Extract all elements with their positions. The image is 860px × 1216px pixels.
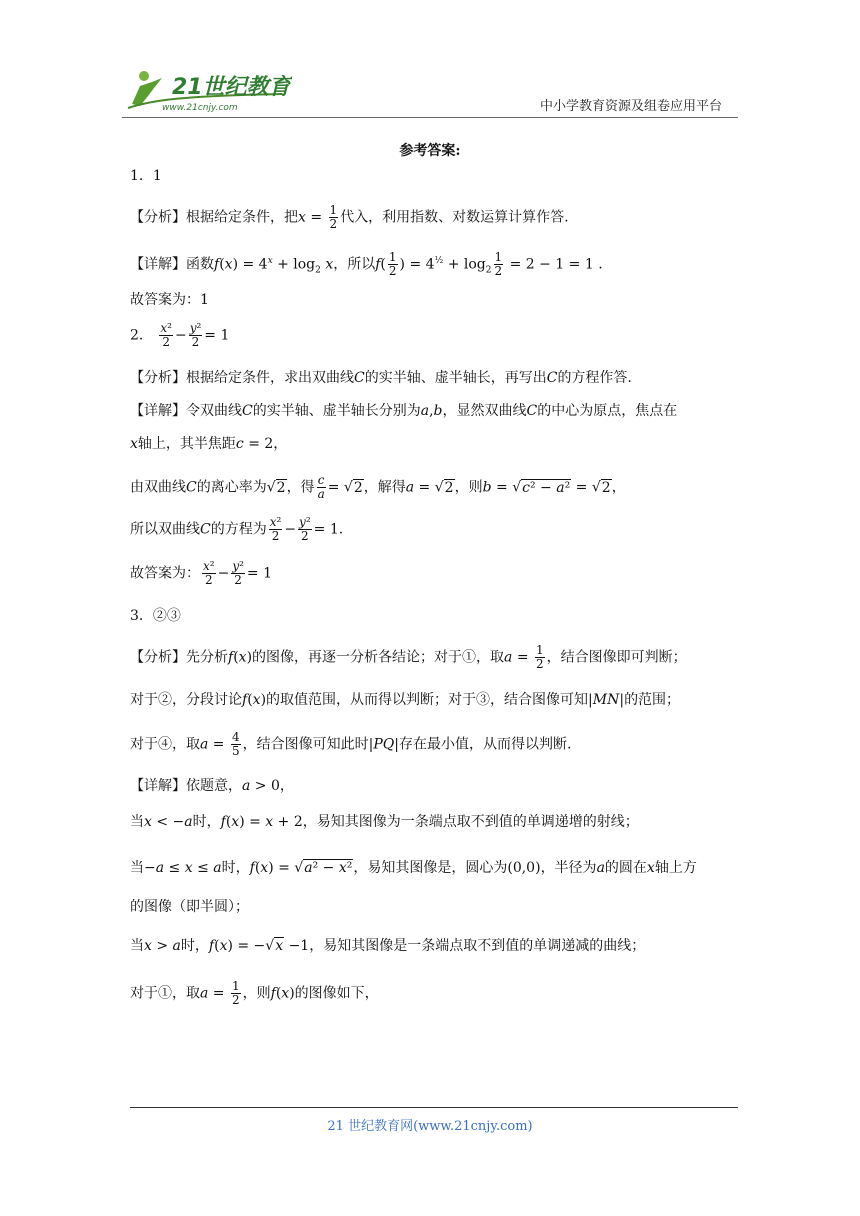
q3-analysis-1: 【分析】先分析f(x)的图像，再逐一分析各结论；对于①，取a = $\frac{1}{2}$ ，结合图像即可判断；: [130, 643, 687, 671]
q3-detail-3: 当−a ≤ x ≤ a时，f(x) = √a² − x²，易知其图像是，圆心为(0,0)，半径为a的圆在x轴上方: [130, 860, 697, 876]
footer-link[interactable]: 21 世纪教育网(www.21cnjy.com): [327, 1119, 533, 1134]
q2-detail-1: 【详解】令双曲线C的实半轴、虚半轴长分别为a,b，显然双曲线C的中心为原点，焦点在: [130, 403, 678, 419]
q3-answer: 3．②③: [130, 608, 181, 624]
q1-answer: 1．1: [130, 168, 162, 184]
svg-text:21世纪教育: 21世纪教育: [172, 75, 291, 100]
page-title: 参考答案:: [399, 143, 461, 159]
q3-detail-6: 对于①，取a = $\frac{1}{2}$ ，则f(x)的图像如下，: [130, 979, 379, 1007]
q1-conclusion: 故答案为：1: [130, 292, 209, 308]
q2-detail-2: x轴上，其半焦距c = 2，: [130, 436, 288, 452]
q2-detail-3: 由双曲线C的离心率为√2，得 $\frac{c}{a}$ = √2，解得a = √2，则b = √c² − a² = √2，: [130, 473, 626, 501]
q3-detail-2: 当x < −a时，f(x) = x + 2，易知其图像为一条端点取不到值的单调递增的射线；: [130, 814, 639, 830]
logo: [122, 66, 292, 116]
q1-analysis: 【分析】根据给定条件，把x = $\frac{1}{2}$ 代入，利用指数、对数运算计算作答.: [130, 203, 569, 231]
svg-text:www.21cnjy.com: www.21cnjy.com: [162, 103, 238, 113]
q1-detail: 【详解】函数$f(x) = 4^x + \log_2 x$，所以f( $\frac{1}{2}$ ) = $4^{\frac{1}{2}} + \log_2$ $\frac{1}{2}$ = 2 − 1 = 1 .: [130, 250, 603, 279]
q2-detail-4: 所以双曲线C的方程为 $\frac{\text{x²}}{2}$ − $\frac{\text{y²}}{2}$ = 1.: [130, 515, 344, 543]
q3-detail-4: 的图像（即半圆）；: [130, 899, 249, 915]
q2-answer: 2． $\frac{\text{x²}}{2}$ − $\frac{\text{y²}}{2}$ = 1: [130, 321, 230, 349]
q3-analysis-3: 对于④，取a = $\frac{4}{5}$ ，结合图像可知此时|PQ|存在最小值，从而得以判断.: [130, 730, 572, 758]
q2-analysis: 【分析】根据给定条件，求出双曲线C的实半轴、虚半轴长，再写出C的方程作答.: [130, 370, 632, 386]
q3-detail-5: 当x > a时，f(x) = −√x −1，易知其图像是一条端点取不到值的单调递减的曲线；: [130, 938, 646, 954]
q3-detail-1: 【详解】依题意，a > 0，: [130, 778, 294, 794]
footer-divider: [130, 1107, 738, 1108]
q2-conclusion: 故答案为： $\frac{\text{x²}}{2}$ − $\frac{\text{y²}}{2}$ = 1: [130, 559, 273, 587]
platform-name: 中小学教育资源及组卷应用平台: [540, 99, 723, 114]
q3-analysis-2: 对于②，分段讨论f(x)的取值范围，从而得以判断；对于③，结合图像可知|MN|的范围；: [130, 692, 681, 708]
header-divider: [122, 117, 738, 118]
